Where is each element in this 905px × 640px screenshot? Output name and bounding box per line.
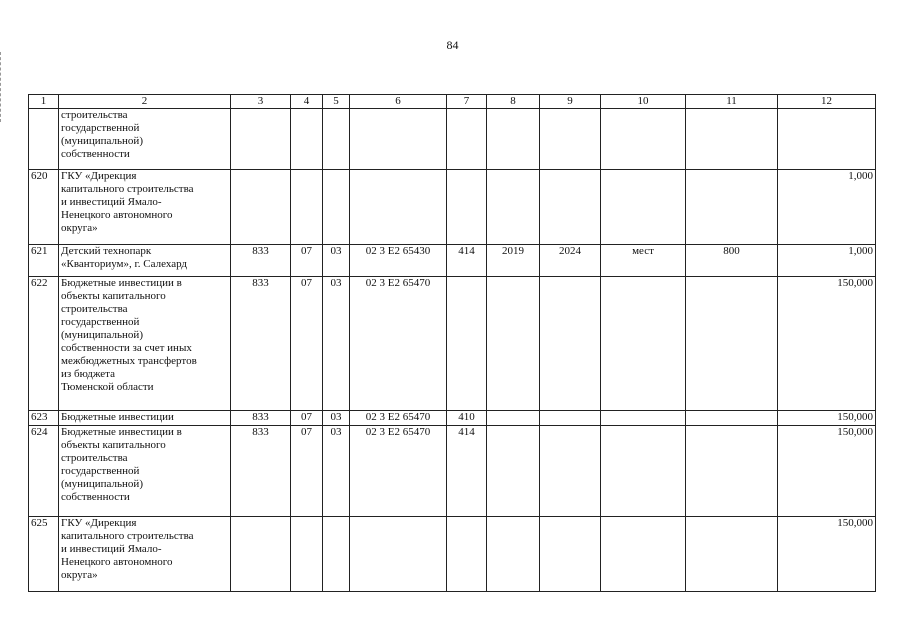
cell-c6: 02 3 Е2 65470	[350, 277, 447, 411]
header-cell: 11	[686, 95, 778, 109]
cell-c5: 03	[323, 277, 350, 411]
cell-name: строительства государственной (муниципальной) собственности	[59, 109, 231, 170]
cell-c9	[540, 109, 601, 170]
cell-c7: 414	[447, 245, 487, 277]
cell-c6	[350, 517, 447, 592]
cell-c12: 150,000	[778, 517, 876, 592]
cell-c12: 150,000	[778, 277, 876, 411]
cell-c12: 1,000	[778, 170, 876, 245]
cell-c4: 07	[291, 426, 323, 517]
scan-edge-mark	[0, 52, 4, 122]
cell-c10	[601, 426, 686, 517]
cell-c3	[231, 517, 291, 592]
cell-c4: 07	[291, 245, 323, 277]
header-cell: 9	[540, 95, 601, 109]
table-row	[29, 245, 876, 277]
cell-c5	[323, 517, 350, 592]
cell-name: Бюджетные инвестиции в объекты капитального строительства государственной (муниципальной) собственности за счет иных межбюджетных трансфертов из бюджета Тюменской области	[59, 277, 231, 411]
cell-c4: 07	[291, 277, 323, 411]
table-row	[29, 517, 876, 592]
cell-c10	[601, 277, 686, 411]
cell-c9	[540, 426, 601, 517]
table-row	[29, 277, 876, 411]
cell-c4	[291, 109, 323, 170]
cell-c4	[291, 517, 323, 592]
page-number: 84	[446, 38, 459, 52]
header-cell: 6	[350, 95, 447, 109]
cell-n: 622	[29, 277, 59, 411]
cell-c3	[231, 109, 291, 170]
cell-c7	[447, 109, 487, 170]
cell-c12: 1,000	[778, 245, 876, 277]
header-cell: 4	[291, 95, 323, 109]
cell-c7	[447, 277, 487, 411]
cell-c3: 833	[231, 245, 291, 277]
cell-c5	[323, 170, 350, 245]
cell-c10	[601, 517, 686, 592]
cell-c11: 800	[686, 245, 778, 277]
cell-c5: 03	[323, 411, 350, 426]
cell-c8	[487, 277, 540, 411]
cell-c12	[778, 109, 876, 170]
cell-name: Бюджетные инвестиции	[59, 411, 231, 426]
cell-c3: 833	[231, 426, 291, 517]
cell-c4: 07	[291, 411, 323, 426]
cell-c8	[487, 109, 540, 170]
cell-name: Детский технопарк «Кванториум», г. Салехард	[59, 245, 231, 277]
table-row	[29, 411, 876, 426]
cell-c6: 02 3 Е2 65430	[350, 245, 447, 277]
cell-c6: 02 3 Е2 65470	[350, 426, 447, 517]
cell-c11	[686, 277, 778, 411]
header-cell: 12	[778, 95, 876, 109]
cell-c4	[291, 170, 323, 245]
cell-c3	[231, 170, 291, 245]
header-cell: 1	[29, 95, 59, 109]
header-cell: 5	[323, 95, 350, 109]
cell-c12: 150,000	[778, 411, 876, 426]
cell-c8	[487, 411, 540, 426]
cell-c9	[540, 170, 601, 245]
cell-c6: 02 3 Е2 65470	[350, 411, 447, 426]
cell-c11	[686, 170, 778, 245]
cell-c5: 03	[323, 426, 350, 517]
cell-c11	[686, 426, 778, 517]
cell-c6	[350, 170, 447, 245]
cell-c9	[540, 517, 601, 592]
cell-c3: 833	[231, 277, 291, 411]
cell-c7: 410	[447, 411, 487, 426]
cell-n: 620	[29, 170, 59, 245]
cell-name: Бюджетные инвестиции в объекты капитального строительства государственной (муниципальной) собственности	[59, 426, 231, 517]
cell-c11	[686, 517, 778, 592]
cell-c7: 414	[447, 426, 487, 517]
cell-c9	[540, 277, 601, 411]
cell-c10	[601, 109, 686, 170]
header-cell: 8	[487, 95, 540, 109]
cell-c3: 833	[231, 411, 291, 426]
cell-c11	[686, 109, 778, 170]
table-row	[29, 170, 876, 245]
header-row	[29, 95, 876, 109]
cell-n: 625	[29, 517, 59, 592]
budget-table	[28, 94, 876, 592]
header-cell: 2	[59, 95, 231, 109]
cell-c8	[487, 517, 540, 592]
cell-c7	[447, 170, 487, 245]
cell-n: 623	[29, 411, 59, 426]
cell-c8: 2019	[487, 245, 540, 277]
cell-c9: 2024	[540, 245, 601, 277]
cell-c9	[540, 411, 601, 426]
cell-c10	[601, 170, 686, 245]
cell-name: ГКУ «Дирекция капитального строительства и инвестиций Ямало- Ненецкого автономного округа»	[59, 170, 231, 245]
cell-c7	[447, 517, 487, 592]
table-row	[29, 426, 876, 517]
header-cell: 10	[601, 95, 686, 109]
header-cell: 3	[231, 95, 291, 109]
cell-c10	[601, 411, 686, 426]
cell-c10: мест	[601, 245, 686, 277]
table-row	[29, 109, 876, 170]
cell-c11	[686, 411, 778, 426]
header-cell: 7	[447, 95, 487, 109]
cell-name: ГКУ «Дирекция капитального строительства и инвестиций Ямало- Ненецкого автономного округа»	[59, 517, 231, 592]
cell-c8	[487, 170, 540, 245]
cell-c8	[487, 426, 540, 517]
cell-n: 621	[29, 245, 59, 277]
cell-n: 624	[29, 426, 59, 517]
cell-c6	[350, 109, 447, 170]
cell-c5	[323, 109, 350, 170]
cell-c12: 150,000	[778, 426, 876, 517]
cell-c5: 03	[323, 245, 350, 277]
cell-n	[29, 109, 59, 170]
